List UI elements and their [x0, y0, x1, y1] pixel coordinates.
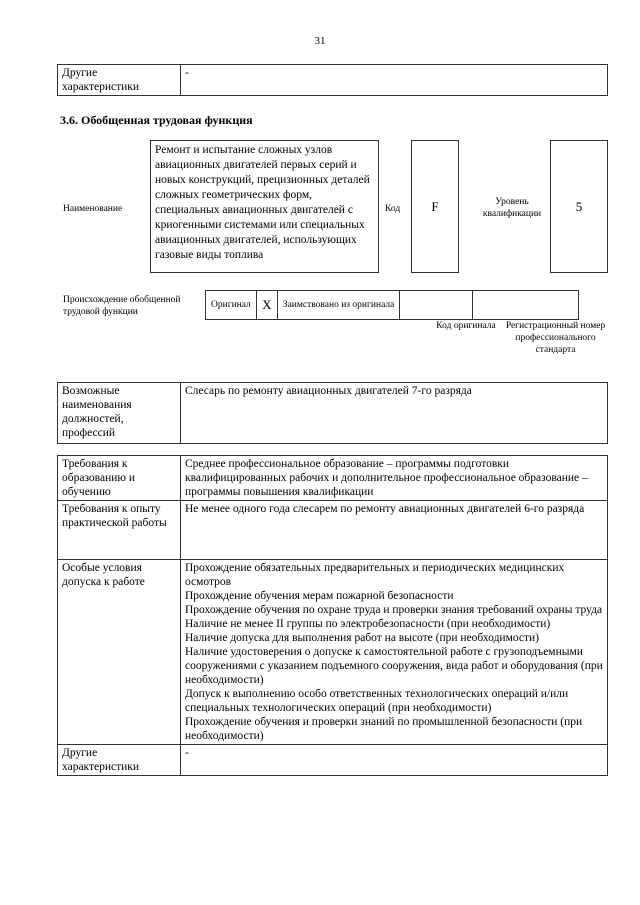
origin-label: Происхождение обобщенной трудовой функции [63, 295, 181, 317]
original-code-cell [400, 291, 473, 320]
original-mark: X [256, 291, 277, 320]
registration-number-cell [473, 291, 579, 320]
qualification-level-label: Уровень квалификации [482, 197, 542, 219]
original-code-caption: Код оригинала [436, 321, 496, 331]
function-name-value: Ремонт и испытание сложных узлов авиационных двигателей первых серий и новых конструкций, прецизионных деталей сложных геометрических форм, специальных авиационных двигателей с криогенными системами или специальных авиационных двигателей, использующих газовые виды топлива [150, 140, 379, 273]
condition-item: Прохождение обучения мерам пожарной безопасности [185, 590, 454, 602]
requirements-table [57, 455, 608, 776]
code-label: Код [385, 204, 401, 214]
other-characteristics-value: - [181, 745, 608, 776]
condition-item: Прохождение обучения по охране труда и проверки знания требований охраны труда [185, 604, 603, 616]
positions-value: Слесарь по ремонту авиационных двигателей 7-го разряда [181, 383, 608, 444]
page-number: 31 [314, 35, 326, 47]
condition-item: Наличие допуска для выполнения работ на высоте (при необходимости) [185, 632, 540, 644]
condition-item: Наличие не менее II группы по электробезопасности (при необходимости) [185, 618, 551, 630]
positions-table [57, 382, 608, 444]
experience-value: Не менее одного года слесарем по ремонту авиационных двигателей 6-го разряда [181, 501, 608, 560]
top-other-characteristics-table [57, 64, 608, 96]
section-title: 3.6. Обобщенная трудовая функция [60, 113, 253, 127]
code-value: F [411, 140, 459, 273]
other-characteristics-label: Другие характеристики [58, 745, 181, 776]
other-characteristics-value: - [181, 65, 608, 96]
original-label: Оригинал [206, 291, 257, 320]
experience-label: Требования к опыту практической работы [58, 501, 181, 560]
condition-item: Прохождение обязательных предварительных и периодических медицинских осмотров [185, 562, 565, 588]
borrowed-label: Заимствовано из оригинала [277, 291, 400, 320]
condition-item: Наличие удостоверения о допуске к самостоятельной работе с грузоподъемными сооружениями с указанием подъемного сооружения, вида работ и оборудования (при необходимости) [185, 646, 603, 686]
condition-item: Допуск к выполнению особо ответственных технологических операций и/или специальных технологических операций (при необходимости) [185, 688, 569, 714]
special-conditions-label: Особые условия допуска к работе [58, 560, 181, 745]
education-value: Среднее профессиональное образование – программы подготовки квалифицированных рабочих и дополнительное профессиональное образование – программы повышения квалификации [181, 456, 608, 501]
origin-table [205, 290, 579, 320]
special-conditions-list [181, 560, 608, 745]
other-characteristics-label: Другие характеристики [58, 65, 181, 96]
education-label: Требования к образованию и обучению [58, 456, 181, 501]
qualification-level-value: 5 [550, 140, 608, 273]
positions-label: Возможные наименования должностей, профессий [58, 383, 181, 444]
registration-number-caption: Регистрационный номер профессионального стандарта [505, 321, 606, 355]
condition-item: Прохождение обучения и проверки знаний по промышленной безопасности (при необходимости) [185, 716, 583, 742]
name-label: Наименование [63, 204, 123, 214]
